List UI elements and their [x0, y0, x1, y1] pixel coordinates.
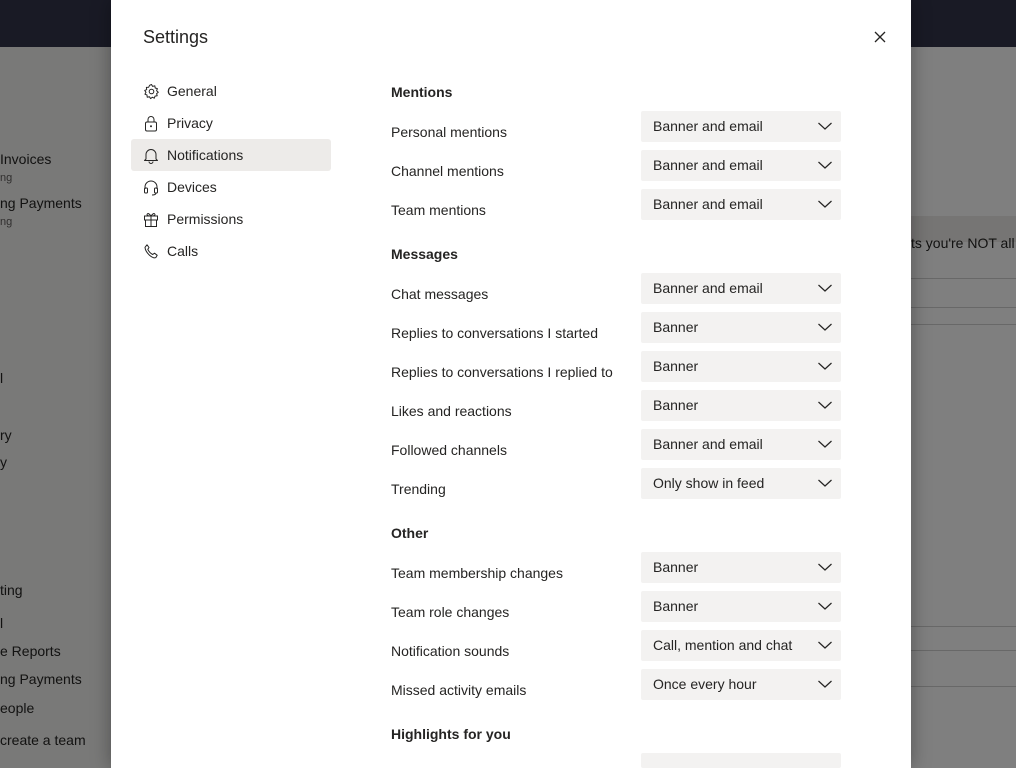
- chat-messages-dropdown[interactable]: [641, 273, 841, 304]
- chevron-down-icon: [817, 322, 833, 332]
- dropdown-value: Banner and email: [653, 436, 763, 452]
- gear-icon: [142, 82, 160, 100]
- setting-label: Missed activity emails: [391, 682, 527, 698]
- section-heading-highlights: Highlights for you: [391, 726, 511, 742]
- nav-item-devices[interactable]: [131, 171, 331, 203]
- nav-item-label: Notifications: [167, 147, 244, 163]
- dialog-title: Settings: [143, 27, 209, 47]
- lock-icon: [142, 114, 160, 132]
- personal-mentions-dropdown[interactable]: [641, 111, 841, 142]
- chevron-down-icon: [817, 601, 833, 611]
- setting-label: Team role changes: [391, 604, 510, 620]
- settings-dialog: [111, 0, 911, 768]
- bell-icon: [142, 146, 160, 164]
- setting-label: Team membership changes: [391, 565, 563, 581]
- dropdown-value: Banner and email: [653, 196, 763, 212]
- missed-activity-dropdown[interactable]: [641, 669, 841, 700]
- replies-started-dropdown[interactable]: [641, 312, 841, 343]
- chevron-down-icon: [817, 121, 833, 131]
- chevron-down-icon: [817, 679, 833, 689]
- nav-item-permissions[interactable]: [131, 203, 331, 235]
- nav-item-label: Privacy: [167, 115, 213, 131]
- settings-nav: [131, 75, 331, 267]
- nav-item-label: Permissions: [167, 211, 244, 227]
- headset-icon: [142, 178, 160, 196]
- trending-dropdown[interactable]: [641, 468, 841, 499]
- nav-item-general[interactable]: [131, 75, 331, 107]
- setting-label: Team mentions: [391, 202, 486, 218]
- setting-label: Replies to conversations I replied to: [391, 364, 613, 380]
- nav-item-notifications[interactable]: [131, 139, 331, 171]
- likes-reactions-dropdown[interactable]: [641, 390, 841, 421]
- dropdown-value: Banner: [653, 598, 699, 614]
- dropdown-value: Banner and email: [653, 157, 763, 173]
- dropdown-value: Call, mention and chat: [653, 637, 793, 653]
- chevron-down-icon: [817, 478, 833, 488]
- setting-label: Channel mentions: [391, 163, 504, 179]
- dropdown-value: Banner and email: [653, 118, 763, 134]
- setting-label: Replies to conversations I started: [391, 325, 598, 341]
- dropdown-value: Banner: [653, 358, 699, 374]
- chevron-down-icon: [817, 199, 833, 209]
- dropdown-value: Banner and email: [653, 280, 763, 296]
- section-heading-other: Other: [391, 525, 429, 541]
- gift-icon: [142, 210, 160, 228]
- nav-item-label: Calls: [167, 243, 199, 259]
- chevron-down-icon: [817, 439, 833, 449]
- highlights-dropdown[interactable]: [641, 753, 841, 768]
- setting-label: Notification sounds: [391, 643, 510, 659]
- team-role-dropdown[interactable]: [641, 591, 841, 622]
- chevron-down-icon: [817, 562, 833, 572]
- section-heading-mentions: Mentions: [391, 84, 453, 100]
- chevron-down-icon: [817, 361, 833, 371]
- notification-sounds-dropdown[interactable]: [641, 630, 841, 661]
- close-button[interactable]: [867, 24, 893, 50]
- nav-item-privacy[interactable]: [131, 107, 331, 139]
- dropdown-value: Only show in feed: [653, 475, 765, 491]
- nav-item-label: General: [167, 83, 217, 99]
- followed-channels-dropdown[interactable]: [641, 429, 841, 460]
- phone-icon: [142, 242, 160, 260]
- dropdown-value: Banner: [653, 397, 699, 413]
- nav-item-calls[interactable]: [131, 235, 331, 267]
- chevron-down-icon: [817, 640, 833, 650]
- replies-replied-dropdown[interactable]: [641, 351, 841, 382]
- setting-label: Likes and reactions: [391, 403, 512, 419]
- dropdown-value: Once every hour: [653, 676, 757, 692]
- nav-item-label: Devices: [167, 179, 217, 195]
- section-heading-messages: Messages: [391, 246, 458, 262]
- dropdown-value: Banner: [653, 559, 699, 575]
- setting-label: Trending: [391, 481, 446, 497]
- setting-label: Personal mentions: [391, 124, 507, 140]
- chevron-down-icon: [817, 400, 833, 410]
- close-icon: [874, 31, 886, 43]
- chevron-down-icon: [817, 160, 833, 170]
- setting-label: Chat messages: [391, 286, 489, 302]
- channel-mentions-dropdown[interactable]: [641, 150, 841, 181]
- dropdown-value: Banner: [653, 319, 699, 335]
- setting-label: Followed channels: [391, 442, 507, 458]
- team-mentions-dropdown[interactable]: [641, 189, 841, 220]
- team-membership-dropdown[interactable]: [641, 552, 841, 583]
- chevron-down-icon: [817, 283, 833, 293]
